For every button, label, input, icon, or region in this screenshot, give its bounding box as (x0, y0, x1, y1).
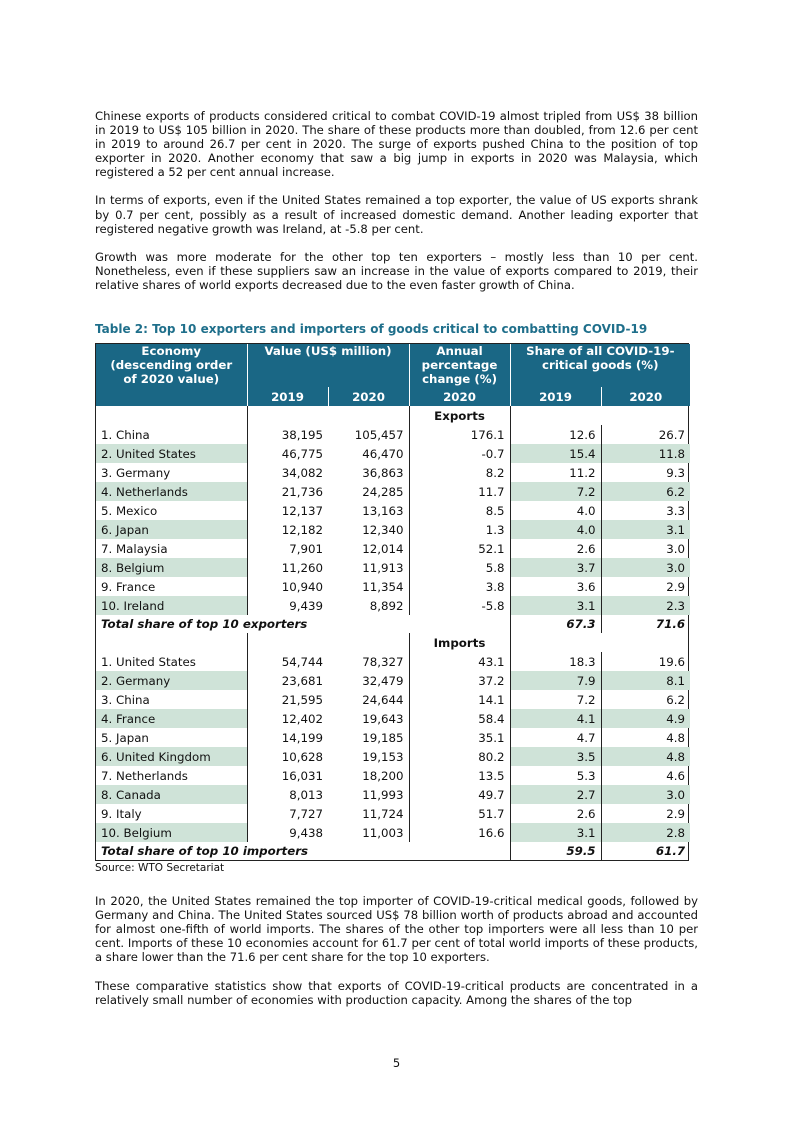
export-share-2019: 3.1 (510, 596, 601, 615)
import-annual-change: 80.2 (409, 747, 510, 766)
export-economy: 2. United States (96, 444, 247, 463)
import-share-2019: 5.3 (510, 766, 601, 785)
export-value-2020: 12,340 (328, 520, 409, 539)
data-table (96, 344, 690, 860)
export-share-2020: 9.3 (666, 465, 686, 480)
paragraph-1: Chinese exports of products considered critical to combat COVID-19 almost tripled from US$ 38 billion in 2019 to US$ 105 billion in 2020. The share of these products more than doubled, from 12.6 per cent in 2019 to around 26.7 per cent in 2020. The surge of exports pushed China to the position of top exporter in 2020. Another economy that saw a big jump in exports in 2020 was Malaysia, which registered a 52 per cent annual increase. (95, 109, 698, 180)
export-value-2019: 11,260 (247, 558, 328, 577)
exports-total-row (96, 615, 690, 633)
exports-total-row-blank (409, 615, 510, 633)
section-imports-blank (510, 633, 690, 652)
import-value-2019: 12,402 (247, 709, 328, 728)
header-economy: Economy (descending order of 2020 value) (96, 344, 247, 387)
export-economy: 9. France (96, 577, 247, 596)
export-share-2019: 3.7 (510, 558, 601, 577)
import-share-2020: 2.9 (666, 806, 686, 821)
import-share-2020: 3.0 (601, 785, 690, 804)
import-annual-change: 16.6 (409, 823, 510, 842)
section-imports-blank (247, 633, 409, 652)
export-share-2020: 2.9 (666, 579, 686, 594)
header-value-2019: 2019 (247, 387, 328, 406)
export-economy: 8. Belgium (96, 558, 247, 577)
table-row (96, 520, 690, 539)
table-row (96, 709, 690, 728)
section-exports-blank (510, 406, 690, 425)
import-value-2020: 11,724 (328, 804, 409, 823)
import-value-2020: 24,644 (328, 690, 409, 709)
imports-total-row (96, 842, 690, 860)
export-share-2020: 3.3 (666, 503, 686, 518)
import-share-2019: 2.6 (510, 804, 601, 823)
export-value-2020: 13,163 (328, 501, 409, 520)
table-row (96, 785, 690, 804)
paragraph-3: Growth was more moderate for the other top ten exporters – mostly less than 10 per cent. Nonetheless, even if these suppliers saw an increase in the value of exports compared to 2019, their relative shares of world exports decreased due to the even faster growth of China. (95, 249, 698, 292)
import-annual-change: 37.2 (409, 671, 510, 690)
table-row (96, 671, 690, 690)
export-value-2019: 21,736 (247, 482, 328, 501)
export-value-2020: 11,354 (328, 577, 409, 596)
table-body (96, 406, 690, 860)
table-row (96, 804, 690, 823)
export-share-2019: 4.0 (510, 520, 601, 539)
export-share-2019: 11.2 (510, 463, 601, 482)
import-value-2019: 7,727 (289, 806, 323, 821)
export-share-2020: 6.2 (601, 482, 690, 501)
import-value-2019: 8,013 (247, 785, 328, 804)
import-value-2020: 32,479 (328, 671, 409, 690)
table-row (96, 577, 690, 596)
import-share-2019: 4.7 (510, 728, 601, 747)
import-value-2020: 78,327 (328, 652, 409, 671)
export-value-2020: 24,285 (328, 482, 409, 501)
export-share-2019: 12.6 (510, 425, 601, 444)
export-share-2020: 26.7 (658, 427, 686, 442)
export-share-2019: 4.0 (510, 501, 601, 520)
export-share-2019: 3.6 (510, 577, 601, 596)
export-annual-change: -5.8 (409, 596, 510, 615)
import-share-2020: 6.2 (666, 692, 686, 707)
import-share-2020: 4.8 (666, 730, 686, 745)
import-value-2019: 9,438 (247, 823, 328, 842)
export-share-2019: 2.6 (510, 539, 601, 558)
export-share-2020: 2.3 (601, 596, 690, 615)
header-annual: Annual percentage change (%) (409, 344, 510, 387)
export-annual-change: 5.8 (409, 558, 510, 577)
section-imports-label: Imports (409, 633, 510, 652)
import-share-2019: 2.7 (510, 785, 601, 804)
import-share-2019: 18.3 (510, 652, 601, 671)
export-annual-change: 176.1 (409, 425, 510, 444)
export-share-2019: 7.2 (510, 482, 601, 501)
imports-total-row-share-2020: 61.7 (655, 844, 686, 859)
import-annual-change: 13.5 (409, 766, 510, 785)
export-value-2019: 9,439 (247, 596, 328, 615)
export-value-2020: 8,892 (328, 596, 409, 615)
paragraph-2: In terms of exports, even if the United States remained a top exporter, the value of US exports shrank by 0.7 per cent, possibly as a result of increased domestic demand. Another leading exporter that registered negative growth was Ireland, at -5.8 per cent. (95, 193, 698, 236)
paragraph-4: In 2020, the United States remained the top importer of COVID-19-critical medical goods, followed by Germany and China. The United States sourced US$ 78 billion worth of products abroad and accounted for almost one-fifth of world imports. The shares of the other top importers were all less than 10 per cent. Imports of these 10 economies account for 61.7 per cent of total world imports of these products, a share lower than the 71.6 per cent share for the top 10 exporters. (95, 894, 698, 965)
header-share: Share of all COVID-19- critical goods (%) (510, 344, 690, 387)
export-value-2019: 10,940 (281, 579, 323, 594)
import-value-2019: 14,199 (281, 730, 323, 745)
export-share-2020: 3.1 (601, 520, 690, 539)
import-share-2020: 4.9 (601, 709, 690, 728)
header-share-2019: 2019 (510, 387, 601, 406)
section-exports-blank (247, 406, 409, 425)
import-share-2019: 7.9 (510, 671, 601, 690)
table-row (96, 539, 690, 558)
paragraph-5: These comparative statistics show that exports of COVID-19-critical products are concentrated in a relatively small number of economies with production capacity. Among the shares of the top (95, 978, 698, 1007)
import-annual-change: 14.1 (409, 690, 510, 709)
import-economy: 8. Canada (96, 785, 247, 804)
export-economy: 1. China (96, 425, 247, 444)
export-value-2020: 11,913 (328, 558, 409, 577)
import-share-2020: 19.6 (658, 654, 686, 669)
import-annual-change: 51.7 (409, 804, 510, 823)
data-table-frame (95, 343, 689, 861)
import-share-2019: 3.5 (510, 747, 601, 766)
imports-total-row-share-2019: 59.5 (510, 842, 601, 860)
import-value-2019: 23,681 (247, 671, 328, 690)
export-value-2020: 12,014 (328, 539, 409, 558)
import-share-2020: 4.8 (601, 747, 690, 766)
import-value-2020: 18,200 (328, 766, 409, 785)
export-share-2020: 3.0 (666, 541, 686, 556)
import-share-2019: 7.2 (510, 690, 601, 709)
import-value-2019: 16,031 (281, 768, 323, 783)
export-economy: 5. Mexico (96, 501, 247, 520)
table-row (96, 766, 690, 785)
export-annual-change: 8.2 (409, 463, 510, 482)
header-value-2020: 2020 (328, 387, 409, 406)
exports-total-row-share-2020: 71.6 (655, 617, 686, 632)
import-value-2019: 10,628 (247, 747, 328, 766)
import-share-2020: 4.6 (666, 768, 686, 783)
exports-total-row-label: Total share of top 10 exporters (101, 617, 308, 632)
export-annual-change: 3.8 (409, 577, 510, 596)
table-caption: Table 2: Top 10 exporters and importers of goods critical to combatting COVID-19 (95, 322, 648, 337)
import-economy: 9. Italy (96, 804, 247, 823)
export-annual-change: 8.5 (409, 501, 510, 520)
export-economy: 7. Malaysia (96, 539, 247, 558)
import-value-2019: 54,744 (281, 654, 323, 669)
import-annual-change: 49.7 (409, 785, 510, 804)
export-annual-change: 11.7 (409, 482, 510, 501)
export-value-2019: 34,082 (281, 465, 323, 480)
section-imports (96, 633, 690, 652)
header-annual-2020: 2020 (409, 387, 510, 406)
table-row (96, 690, 690, 709)
export-economy: 10. Ireland (96, 596, 247, 615)
export-economy: 3. Germany (96, 463, 247, 482)
table-row (96, 501, 690, 520)
import-share-2019: 4.1 (510, 709, 601, 728)
header-row-2 (96, 387, 690, 406)
exports-total-row-share-2019: 67.3 (510, 615, 601, 633)
import-value-2020: 19,185 (328, 728, 409, 747)
export-value-2019: 12,182 (247, 520, 328, 539)
table-row (96, 425, 690, 444)
export-share-2020: 11.8 (601, 444, 690, 463)
import-share-2020: 8.1 (601, 671, 690, 690)
import-annual-change: 35.1 (409, 728, 510, 747)
import-value-2020: 19,643 (328, 709, 409, 728)
page-number: 5 (392, 1056, 401, 1070)
import-annual-change: 58.4 (409, 709, 510, 728)
table-row (96, 463, 690, 482)
export-share-2019: 15.4 (510, 444, 601, 463)
export-value-2019: 7,901 (289, 541, 323, 556)
table-row (96, 596, 690, 615)
import-economy: 4. France (96, 709, 247, 728)
header-row-1 (96, 344, 690, 387)
import-economy: 1. United States (96, 652, 247, 671)
table-row (96, 728, 690, 747)
import-economy: 10. Belgium (96, 823, 247, 842)
section-exports-blank (96, 406, 247, 425)
header-share-2020: 2020 (601, 387, 690, 406)
export-economy: 4. Netherlands (96, 482, 247, 501)
import-economy: 5. Japan (96, 728, 247, 747)
import-value-2020: 11,993 (328, 785, 409, 804)
export-annual-change: 52.1 (409, 539, 510, 558)
import-economy: 6. United Kingdom (96, 747, 247, 766)
import-economy: 2. Germany (96, 671, 247, 690)
table-row (96, 558, 690, 577)
imports-total-row-blank (409, 842, 510, 860)
table-source: Source: WTO Secretariat (95, 862, 225, 875)
header-value: Value (US$ million) (247, 344, 409, 387)
table-row (96, 823, 690, 842)
section-exports-label: Exports (409, 406, 510, 425)
export-share-2020: 3.0 (601, 558, 690, 577)
export-annual-change: -0.7 (409, 444, 510, 463)
import-value-2019: 21,595 (281, 692, 323, 707)
export-value-2019: 38,195 (281, 427, 323, 442)
imports-total-row-label: Total share of top 10 importers (101, 844, 309, 859)
table-row (96, 747, 690, 766)
page-content (95, 109, 698, 1021)
export-value-2019: 12,137 (281, 503, 323, 518)
export-economy: 6. Japan (96, 520, 247, 539)
table-row (96, 482, 690, 501)
import-value-2020: 11,003 (328, 823, 409, 842)
after-table-text (95, 894, 698, 1007)
table-row (96, 652, 690, 671)
import-share-2020: 2.8 (601, 823, 690, 842)
section-imports-blank (96, 633, 247, 652)
export-value-2020: 46,470 (328, 444, 409, 463)
export-value-2020: 105,457 (328, 425, 409, 444)
table-row (96, 444, 690, 463)
import-annual-change: 43.1 (409, 652, 510, 671)
export-value-2020: 36,863 (328, 463, 409, 482)
export-value-2019: 46,775 (247, 444, 328, 463)
section-exports (96, 406, 690, 425)
export-annual-change: 1.3 (409, 520, 510, 539)
import-economy: 7. Netherlands (96, 766, 247, 785)
header-economy-blank (96, 387, 247, 406)
import-value-2020: 19,153 (328, 747, 409, 766)
import-economy: 3. China (96, 690, 247, 709)
import-share-2019: 3.1 (510, 823, 601, 842)
